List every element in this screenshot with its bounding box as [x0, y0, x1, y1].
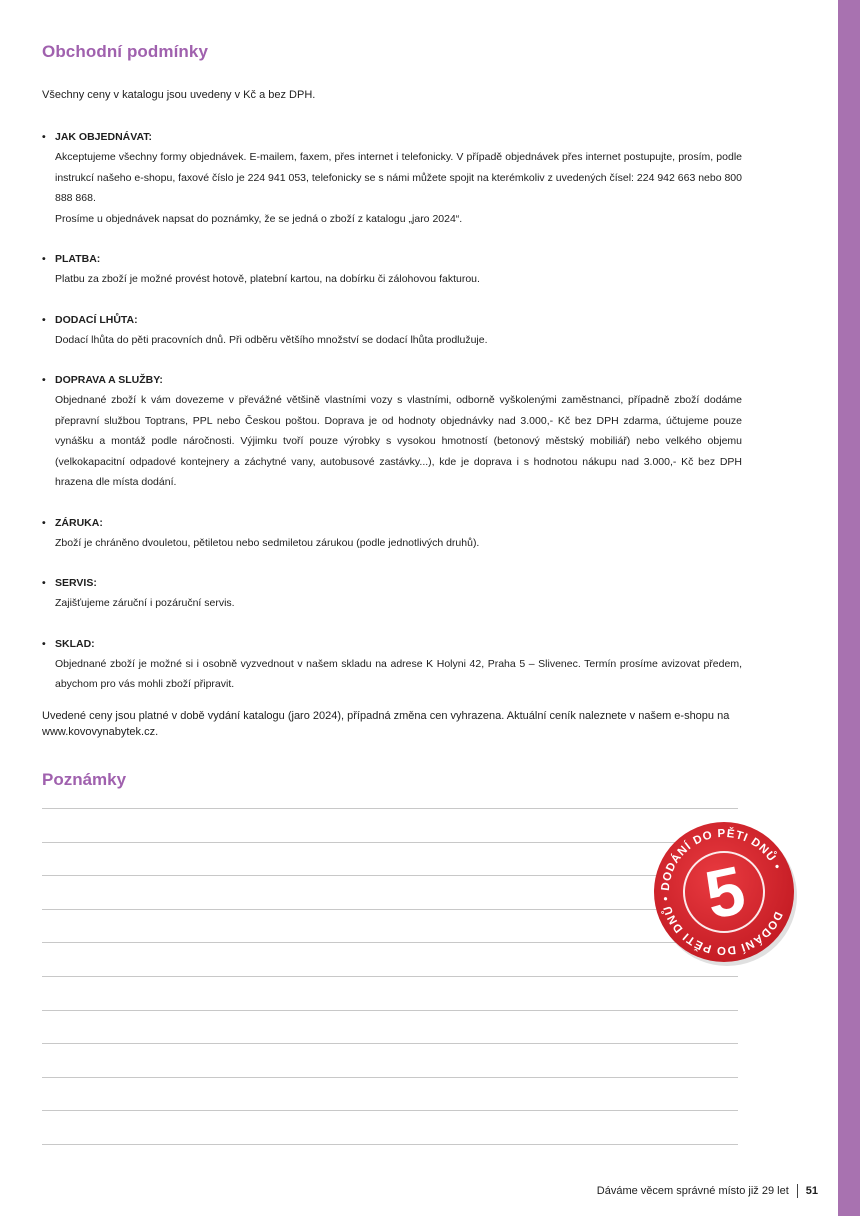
notes-title: Poznámky [42, 770, 127, 789]
intro-text: Všechny ceny v katalogu jsou uvedeny v Kč a bez DPH. [42, 89, 316, 101]
section-heading: • ZÁRUKA: [42, 513, 742, 533]
section-paragraph: Platbu za zboží je možné provést hotově, platební kartou, na dobírku či zálohovou fakturou. [55, 273, 480, 285]
terms-section [42, 249, 742, 290]
note-line [42, 1077, 738, 1111]
terms-section [42, 370, 742, 493]
stamp-graphic [648, 816, 800, 968]
section-paragraph: Objednané zboží je možné si i osobně vyzvednout v našem skladu na adrese K Holyni 42, Praha 5 – Slivenec. Termín prosíme avizovat předem, abychom pro vás mohli zboží připravit. [55, 657, 742, 690]
section-body [42, 654, 742, 695]
section-heading: • DODACÍ LHŮTA: [42, 310, 742, 330]
note-line [42, 909, 738, 943]
section-heading: • PLATBA: [42, 249, 742, 269]
terms-section [42, 127, 742, 229]
section-heading: • DOPRAVA A SLUŽBY: [42, 370, 742, 390]
note-line [42, 1110, 738, 1144]
section-heading: • JAK OBJEDNÁVAT: [42, 127, 742, 147]
section-paragraph: Prosíme u objednávek napsat do poznámky, že se jedná o zboží z katalogu „jaro 2024“. [55, 212, 463, 225]
terms-section [42, 513, 742, 554]
note-line [42, 808, 738, 842]
terms-section [42, 634, 742, 695]
section-body [42, 390, 742, 493]
section-heading: • SKLAD: [42, 634, 742, 654]
note-line [42, 942, 738, 976]
section-body [42, 533, 742, 554]
section-body [42, 593, 742, 614]
section-paragraph: Dodací lhůta do pěti pracovních dnů. Při odběru většího množství se dodací lhůta prodlužuje. [55, 333, 488, 346]
page-title: Obchodní podmínky [42, 42, 209, 61]
terms-section [42, 573, 742, 614]
terms-section [42, 310, 742, 351]
footer-divider [797, 1184, 798, 1198]
note-line [42, 875, 738, 909]
page-number: 51 [805, 1185, 818, 1197]
section-body [42, 269, 742, 290]
notes-lines [42, 808, 738, 1145]
note-line [42, 976, 738, 1010]
side-color-strip [838, 0, 860, 1216]
terms-sections [42, 127, 742, 715]
section-heading: • SERVIS: [42, 573, 742, 593]
section-paragraph: Zboží je chráněno dvouletou, pětiletou nebo sedmiletou zárukou (podle jednotlivých druhů). [55, 536, 480, 549]
section-paragraph: Objednané zboží k vám dovezeme v převážné většině vlastními vozy s vlastními, odborně vyškolenými zaměstnanci, případně zboží dodáme přepravní službou Toptrans, PPL nebo Českou poštou. Doprava je od hodnoty objednávky nad 3.000,- Kč bez DPH zdarma, účtujeme pouze vynášku a montáž podle náročnosti. Výjimku tvoří pouze výrobky s vysokou hmotností (betonový městský mobiliář) nebo velkého objemu (velkokapacitní odpadové kontejnery a záchytné vany, autobusové zastávky...), kde je doprava i s hodnotou nákupu nad 3.000,- Kč bez DPH hrazena dle místa dodání. [55, 394, 742, 488]
stamp-ring-text: DODÁNÍ DO PĚTI DNŮ • DODÁNÍ DO PĚTI DNŮ • [659, 827, 785, 957]
page-footer [597, 1184, 818, 1198]
delivery-stamp [648, 816, 800, 968]
section-body [42, 330, 742, 351]
note-line [42, 1043, 738, 1077]
section-paragraph: Zajišťujeme záruční i pozáruční servis. [55, 597, 235, 609]
section-body [42, 147, 742, 229]
stamp-number: 5 [698, 851, 752, 934]
footer-slogan: Dáváme věcem správné místo již 29 let [596, 1185, 789, 1197]
validity-note: Uvedené ceny jsou platné v době vydání katalogu (jaro 2024), případná změna cen vyhrazena. Aktuální ceník naleznete v našem e-shopu na www.kovovynabytek.cz. [42, 710, 730, 738]
note-line [42, 1144, 738, 1145]
section-paragraph: Akceptujeme všechny formy objednávek. E-mailem, faxem, přes internet i telefonicky. V případě objednávek přes internet postupujte, prosím, podle instrukcí našeho e-shopu, faxové číslo je 224 941 053, telefonicky se s námi můžete spojit na kterémkoliv z uvedených čísel: 224 942 663 nebo 800 888 868. [55, 151, 742, 204]
note-line [42, 1010, 738, 1044]
note-line [42, 842, 738, 876]
